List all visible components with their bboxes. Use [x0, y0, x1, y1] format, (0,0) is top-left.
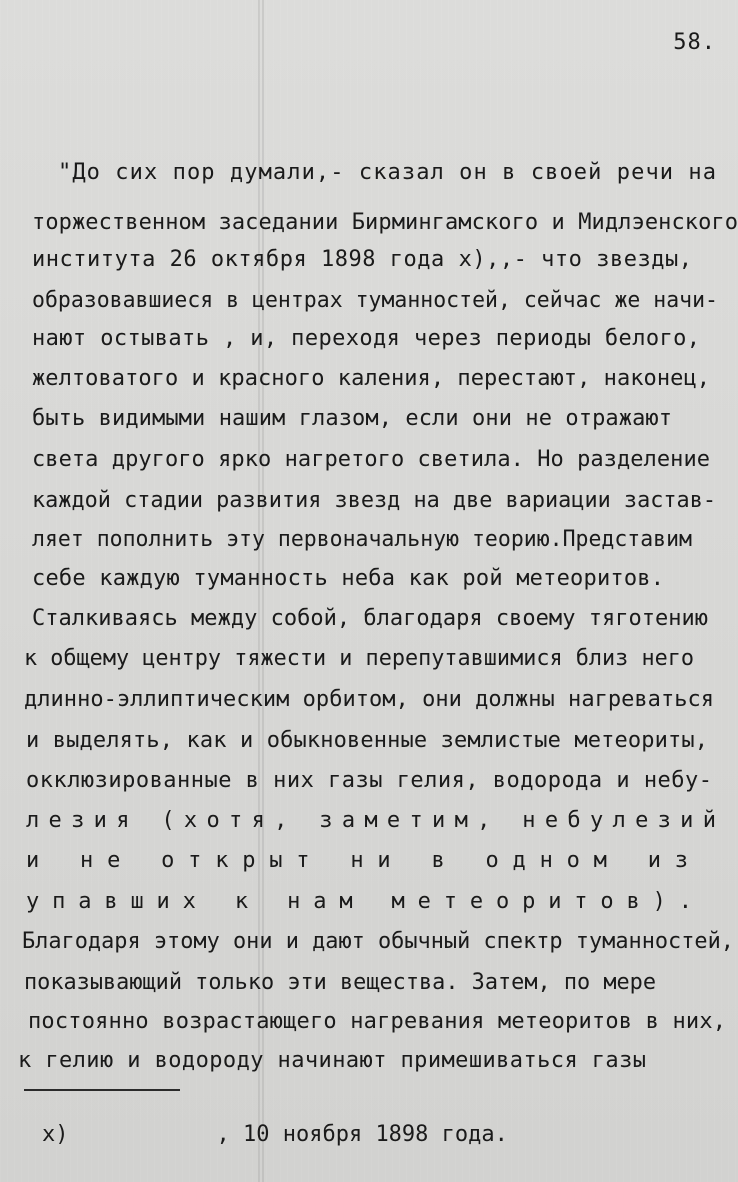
text-line: упавших к нам метеоритов). [26, 889, 705, 914]
text-line: к гелию и водороду начинают примешиваться газы [18, 1048, 647, 1073]
footnote-divider [24, 1089, 180, 1091]
text-line: образовавшиеся в центрах туманностей, сейчас же начи- [32, 288, 718, 313]
text-line: постоянно возрастающего нагревания метеоритов в них, [28, 1009, 727, 1034]
text-line: окклюзированные в них газы гелия, водорода и небу- [26, 768, 713, 793]
text-line: "До сих пор думали,- сказал он в своей речи на [58, 160, 718, 185]
page-number: 58. [673, 30, 716, 55]
text-line: к общему центру тяжести и перепутавшимися близ него [24, 646, 694, 671]
text-line: и не открыт ни в одном из [26, 848, 702, 873]
text-line: быть видимыми нашим глазом, если они не отражают [32, 406, 673, 431]
text-line: каждой стадии развития звезд на две вариации застав- [32, 488, 716, 513]
text-line: ляет пополнить эту первоначальную теорию.Представим [32, 527, 692, 552]
text-line: показывающий только эти вещества. Затем, по мере [24, 970, 656, 995]
text-line: Благодаря этому они и дают обычный спектр туманностей, [22, 929, 734, 954]
text-line: Сталкиваясь между собой, благодаря своему тяготению [32, 606, 708, 631]
text-line: торжественном заседании Бирмингамского и Мидлэенского [32, 210, 738, 235]
text-line: себе каждую туманность неба как рой метеоритов. [32, 566, 665, 591]
text-line: желтоватого и красного каления, перестают, наконец, [32, 366, 711, 391]
footnote-text: , 10 ноября 1898 года. [216, 1122, 508, 1147]
footnote [42, 1122, 508, 1147]
text-line: института 26 октября 1898 года х),,- что звезды, [32, 247, 693, 272]
text-line: длинно-эллиптическим орбитом, они должны нагреваться [24, 687, 715, 712]
text-line: нают остывать , и, переходя через периоды белого, [32, 326, 701, 351]
text-line: и выделять, как и обыкновенные землистые метеориты, [26, 728, 709, 753]
text-line: лезия (хотя, заметим, небулезий [26, 808, 726, 833]
footnote-marker: х) [42, 1122, 69, 1147]
text-line: света другого ярко нагретого светила. Но разделение [32, 447, 711, 472]
